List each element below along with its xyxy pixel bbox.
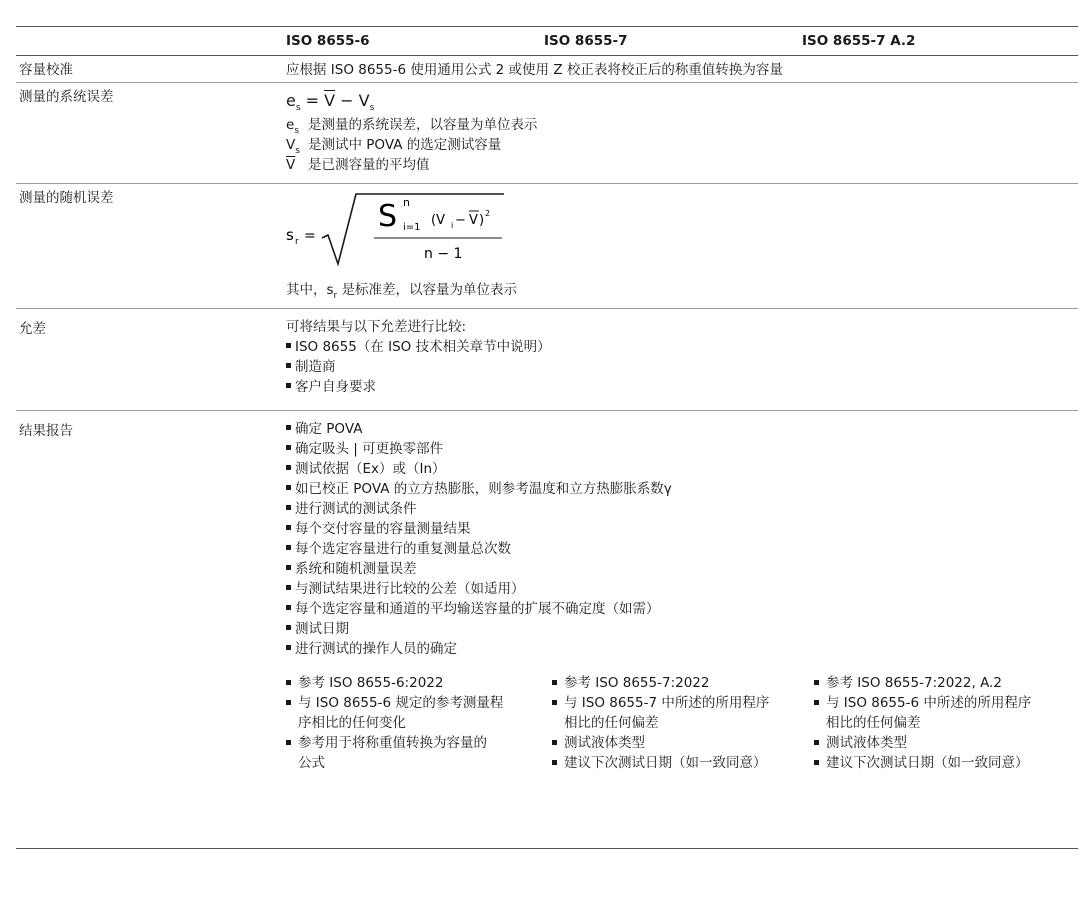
list-item: 与 ISO 8655-6 规定的参考测量程 序相比的任何变化 <box>286 693 536 733</box>
column-iso-8655-7-a2 <box>814 673 1064 773</box>
definition-vs: $V_s$ 是测试中 POVA 的选定测试容量 <box>286 137 502 156</box>
table-header-row <box>16 27 1078 56</box>
svg-text:2: 2 <box>485 209 491 218</box>
list-item: 进行测试的操作人员的确定 <box>286 639 1078 659</box>
svg-text:S: S <box>378 199 398 234</box>
svg-text:i=1: i=1 <box>403 222 421 233</box>
standard-deviation-note: 其中，$s_r$ 是标准差，以容量为单位表示 <box>286 282 518 301</box>
standard-deviation-formula <box>286 192 526 270</box>
list-item: 确定 POVA <box>286 419 1078 439</box>
row-label: 测量的随机误差 <box>19 190 114 206</box>
list-item: 参考 ISO 8655-7:2022 <box>552 673 802 693</box>
symbol-definitions <box>286 115 1078 175</box>
list-item: 如已校正 POVA 的立方热膨胀，则参考温度和立方热膨胀系数γ <box>286 479 1078 499</box>
svg-text:): ) <box>479 213 485 228</box>
svg-text:i: i <box>451 221 454 230</box>
list-item: 与 ISO 8655-6 中所述的所用程序 相比的任何偏差 <box>814 693 1064 733</box>
list-item: ISO 8655（在 ISO 技术相关章节中说明） <box>286 337 1078 357</box>
header-iso-8655-7-a2: ISO 8655-7 A.2 <box>802 33 916 49</box>
column-iso-8655-6 <box>286 673 536 773</box>
row-label: 测量的系统误差 <box>19 89 114 105</box>
list-item: 系统和随机测量误差 <box>286 559 1078 579</box>
list-item: 每个交付容量的容量测量结果 <box>286 519 1078 539</box>
row-label: 容量校准 <box>19 62 73 78</box>
list-item: 参考 ISO 8655-6:2022 <box>286 673 536 693</box>
header-iso-8655-6: ISO 8655-6 <box>286 33 370 49</box>
svg-text:V: V <box>469 213 478 228</box>
list-item: 建议下次测试日期（如一致同意） <box>552 753 802 773</box>
svg-text:(V: (V <box>431 213 445 228</box>
list-item: 测试日期 <box>286 619 1078 639</box>
svg-text:−: − <box>455 213 466 228</box>
list-item: 测试液体类型 <box>814 733 1064 753</box>
list-item: 建议下次测试日期（如一致同意） <box>814 753 1064 773</box>
row-label: 结果报告 <box>19 423 73 439</box>
row-random-error <box>16 184 1078 309</box>
row-volume-calibration <box>16 56 1078 83</box>
list-item: 客户自身要求 <box>286 377 1078 397</box>
list-item: 每个选定容量和通道的平均输送容量的扩展不确定度（如需） <box>286 599 1078 619</box>
definition-vbar: $\overline{V}$ 是已测容量的平均值 <box>286 157 430 173</box>
definition-es: $e_s$ 是测量的系统误差，以容量为单位表示 <box>286 117 538 136</box>
header-iso-8655-7: ISO 8655-7 <box>544 33 628 49</box>
systematic-error-formula: $e_s = \overline{V} - V_s$ <box>286 91 375 113</box>
tolerance-intro: 可将结果与以下允差进行比较: <box>286 319 467 335</box>
svg-text:n: n <box>403 196 410 209</box>
svg-text:s: s <box>286 226 294 244</box>
list-item: 每个选定容量进行的重复测量总次数 <box>286 539 1078 559</box>
svg-text:r: r <box>295 237 299 247</box>
svg-text:n − 1: n − 1 <box>424 246 463 262</box>
calibration-text: 应根据 ISO 8655-6 使用通用公式 2 或使用 Z 校正表将校正后的称重值转换为容量 <box>286 62 783 78</box>
list-item: 确定吸头 | 可更换零部件 <box>286 439 1078 459</box>
list-item: 参考 ISO 8655-7:2022, A.2 <box>814 673 1064 693</box>
list-item: 测试液体类型 <box>552 733 802 753</box>
iso-comparison-table <box>16 26 1078 849</box>
list-item: 与测试结果进行比较的公差（如适用） <box>286 579 1078 599</box>
list-item: 参考用于将称重值转换为容量的 公式 <box>286 733 536 773</box>
list-item: 制造商 <box>286 357 1078 377</box>
list-item: 进行测试的测试条件 <box>286 499 1078 519</box>
standard-specific-columns <box>286 673 1078 801</box>
row-result-report <box>16 411 1078 849</box>
svg-text:=: = <box>304 228 316 244</box>
list-item: 与 ISO 8655-7 中所述的所用程序 相比的任何偏差 <box>552 693 802 733</box>
row-systematic-error <box>16 83 1078 184</box>
list-item: 测试依据（Ex）或（In） <box>286 459 1078 479</box>
column-iso-8655-7 <box>552 673 802 773</box>
row-tolerance <box>16 309 1078 411</box>
row-label: 允差 <box>19 321 46 337</box>
